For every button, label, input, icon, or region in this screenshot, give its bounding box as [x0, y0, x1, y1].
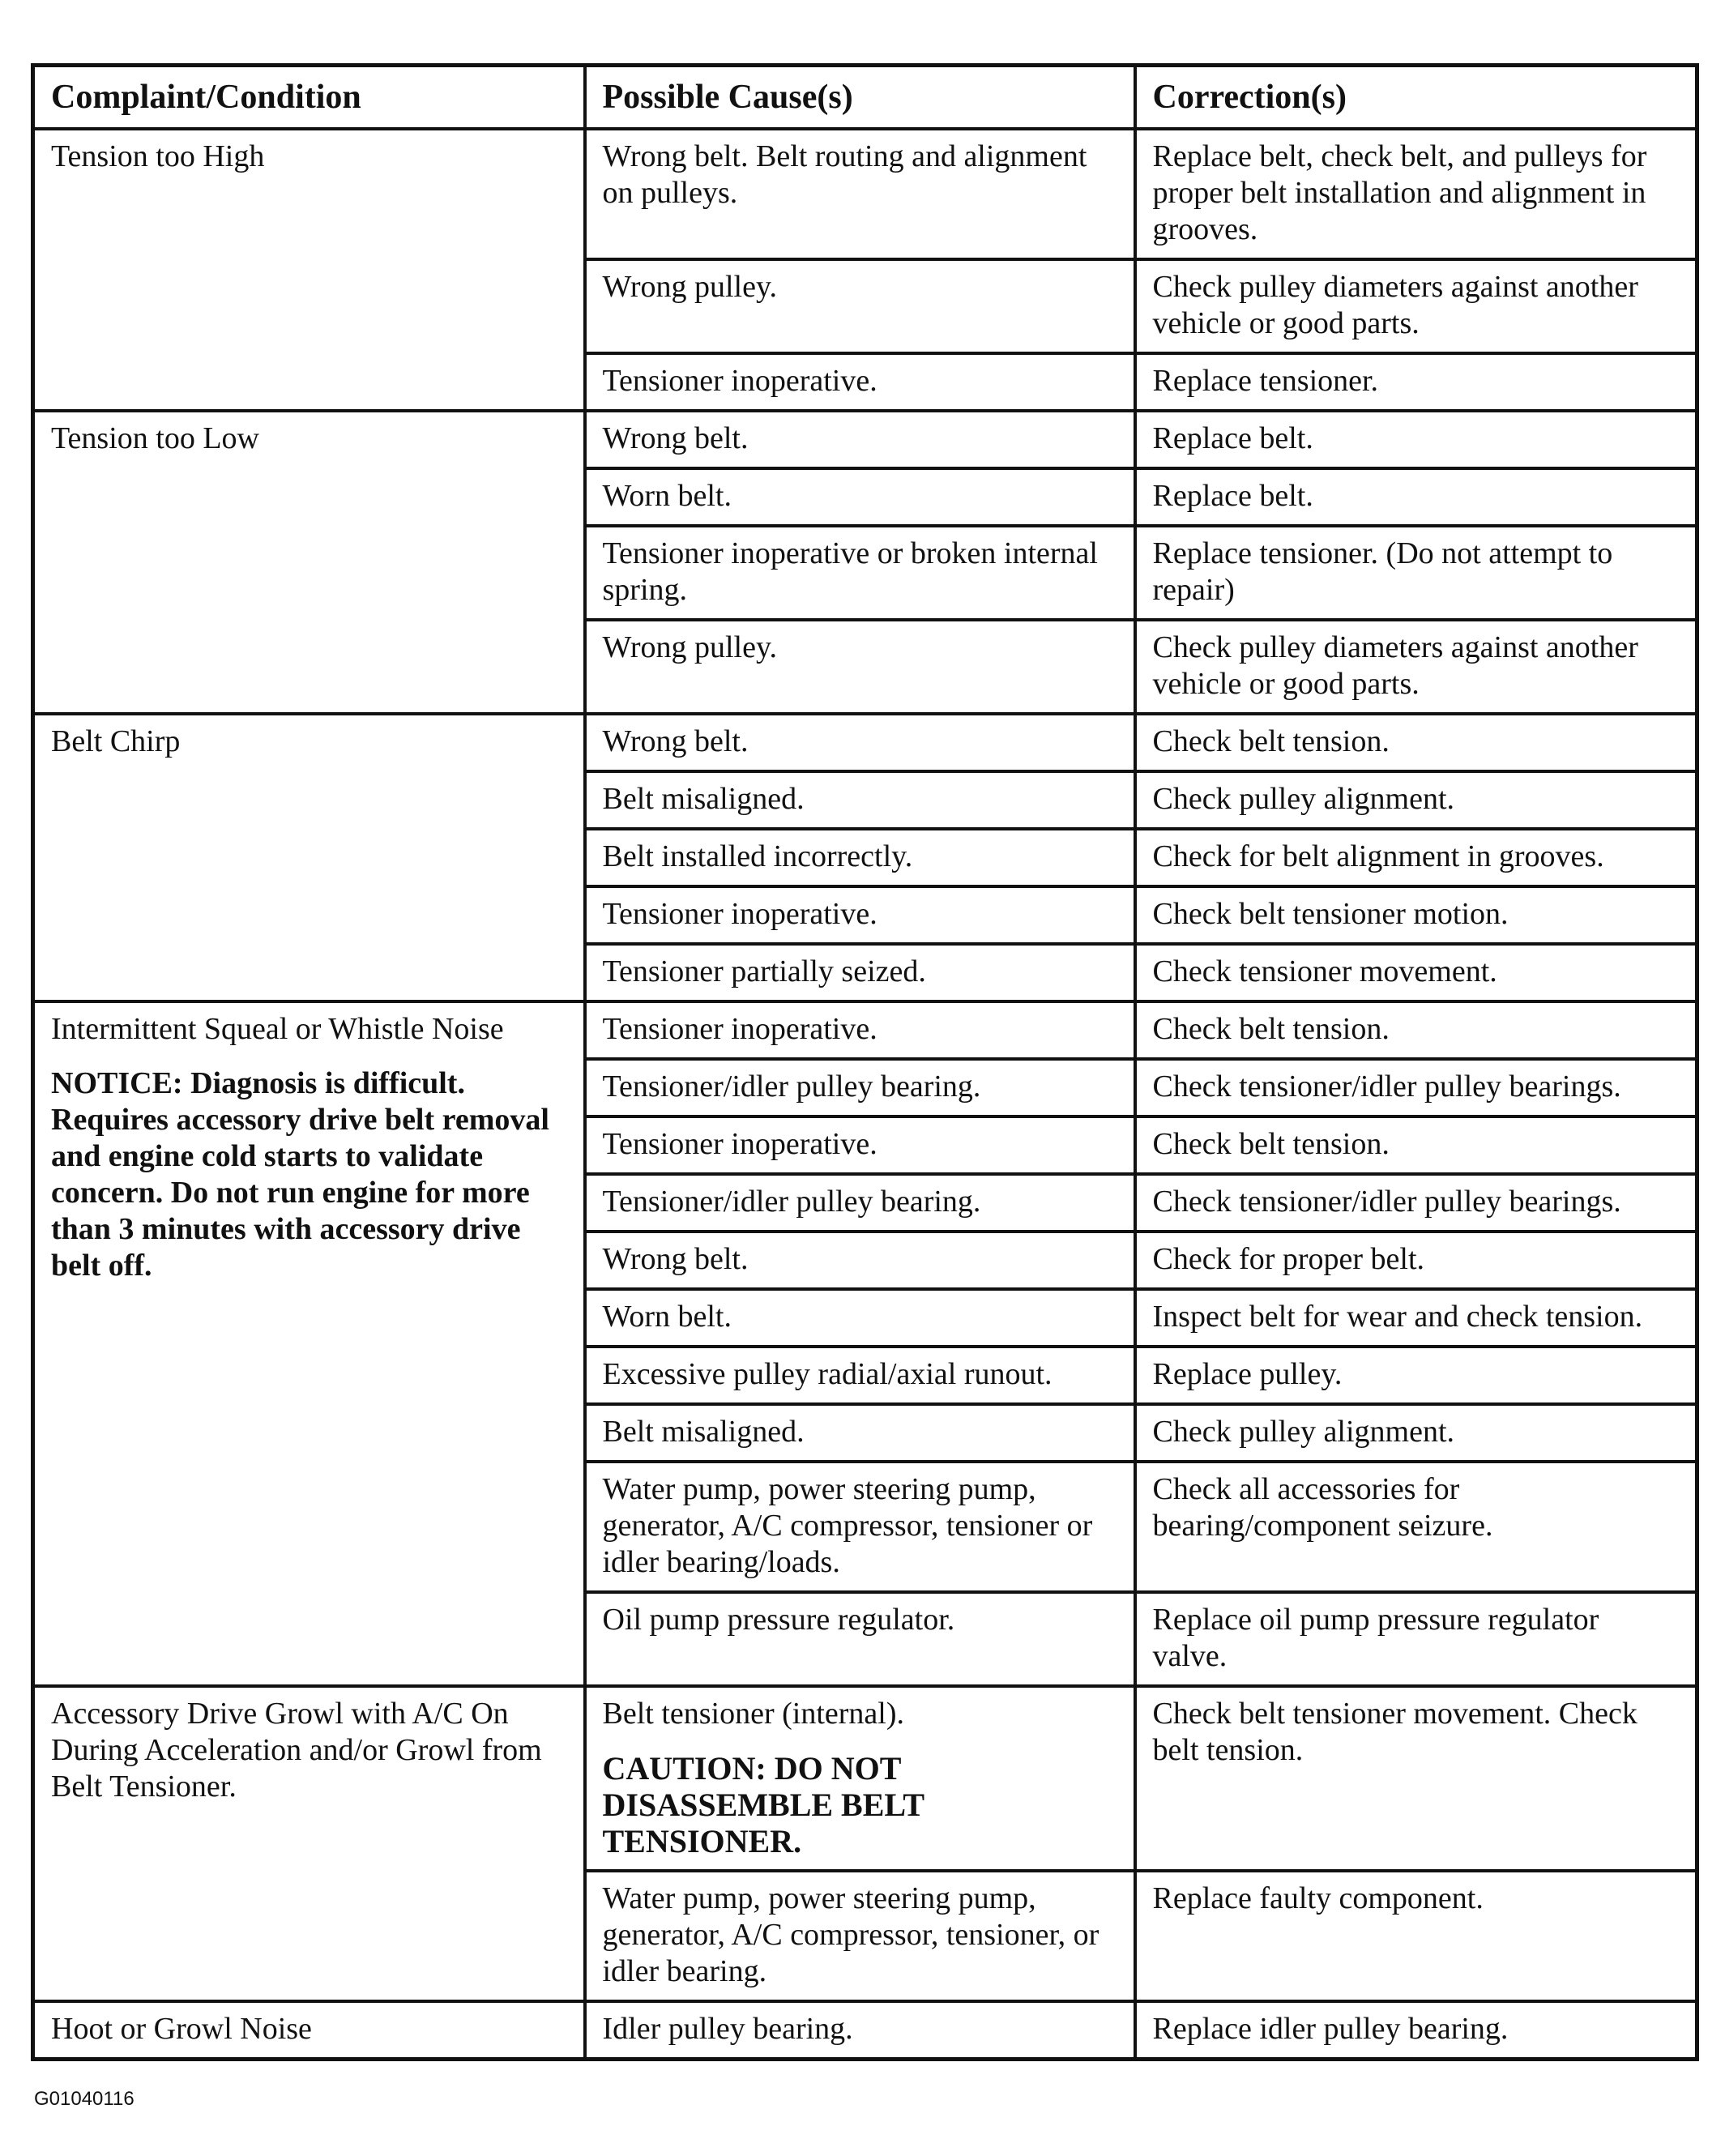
correction-cell: Check tensioner movement.	[1135, 944, 1697, 1001]
cause-cell: Water pump, power steering pump, generator, A/C compressor, tensioner or idler bearing/loads.	[585, 1462, 1135, 1592]
cause-cell: Oil pump pressure regulator.	[585, 1592, 1135, 1686]
correction-cell: Replace belt.	[1135, 411, 1697, 468]
diagnosis-table	[31, 63, 1699, 2061]
condition-cell	[33, 714, 585, 1001]
header-correction: Correction(s)	[1135, 66, 1697, 130]
correction-cell: Check tensioner/idler pulley bearings.	[1135, 1174, 1697, 1232]
table-row	[33, 714, 1697, 771]
cause-cell: Tensioner inoperative.	[585, 353, 1135, 411]
correction-cell: Check pulley diameters against another vehicle or good parts.	[1135, 620, 1697, 714]
condition-cell	[33, 411, 585, 714]
table-row	[33, 129, 1697, 259]
correction-cell: Replace idler pulley bearing.	[1135, 2001, 1697, 2060]
cause-cell: Tensioner partially seized.	[585, 944, 1135, 1001]
correction-cell: Inspect belt for wear and check tension.	[1135, 1289, 1697, 1347]
correction-cell: Check pulley alignment.	[1135, 1404, 1697, 1462]
cause-cell: Wrong pulley.	[585, 620, 1135, 714]
cause-cell: Wrong belt. Belt routing and alignment on pulleys.	[585, 129, 1135, 259]
correction-cell: Check belt tensioner motion.	[1135, 886, 1697, 944]
cause-cell: Belt installed incorrectly.	[585, 829, 1135, 886]
correction-cell: Check belt tension.	[1135, 1116, 1697, 1174]
cause-cell	[585, 1686, 1135, 1871]
condition-text: Intermittent Squeal or Whistle Noise	[51, 1012, 504, 1046]
cause-cell: Worn belt.	[585, 468, 1135, 526]
cause-cell: Excessive pulley radial/axial runout.	[585, 1347, 1135, 1404]
cause-cell: Wrong belt.	[585, 411, 1135, 468]
correction-cell: Replace tensioner. (Do not attempt to repair)	[1135, 526, 1697, 620]
cause-cell: Tensioner inoperative.	[585, 1001, 1135, 1059]
cause-cell: Wrong belt.	[585, 714, 1135, 771]
correction-cell: Replace tensioner.	[1135, 353, 1697, 411]
cause-cell: Tensioner inoperative.	[585, 886, 1135, 944]
cause-cell: Tensioner/idler pulley bearing.	[585, 1174, 1135, 1232]
table-row	[33, 1686, 1697, 1871]
notice-text: NOTICE: Diagnosis is difficult. Requires accessory drive belt removal and engine cold starts to validate concern. Do not run engine for more than 3 minutes with accessory drive belt off.	[51, 1066, 549, 1283]
correction-cell: Check for belt alignment in grooves.	[1135, 829, 1697, 886]
table-row	[33, 1001, 1697, 1059]
condition-cell	[33, 2001, 585, 2060]
cause-text: Belt tensioner (internal).	[602, 1697, 904, 1731]
cause-cell: Wrong belt.	[585, 1232, 1135, 1289]
condition-cell	[33, 129, 585, 411]
correction-cell: Check belt tensioner movement. Check belt tension.	[1135, 1686, 1697, 1871]
correction-cell: Check all accessories for bearing/component seizure.	[1135, 1462, 1697, 1592]
cause-cell: Idler pulley bearing.	[585, 2001, 1135, 2060]
correction-cell: Replace oil pump pressure regulator valve.	[1135, 1592, 1697, 1686]
condition-text: Accessory Drive Growl with A/C On During Acceleration and/or Growl from Belt Tensioner.	[51, 1697, 542, 1804]
condition-text: Belt Chirp	[51, 724, 181, 758]
correction-cell: Check pulley diameters against another vehicle or good parts.	[1135, 259, 1697, 353]
cause-cell: Belt misaligned.	[585, 1404, 1135, 1462]
correction-cell: Check for proper belt.	[1135, 1232, 1697, 1289]
correction-cell: Replace belt.	[1135, 468, 1697, 526]
cause-cell: Belt misaligned.	[585, 771, 1135, 829]
condition-text: Tension too High	[51, 139, 265, 173]
condition-text: Hoot or Growl Noise	[51, 2012, 312, 2046]
correction-cell: Replace pulley.	[1135, 1347, 1697, 1404]
table-row	[33, 411, 1697, 468]
correction-cell: Check belt tension.	[1135, 714, 1697, 771]
header-row	[33, 66, 1697, 130]
correction-cell: Check pulley alignment.	[1135, 771, 1697, 829]
correction-cell: Replace faulty component.	[1135, 1871, 1697, 2001]
caution-text: CAUTION: DO NOT DISASSEMBLE BELT TENSIONER.	[602, 1750, 924, 1859]
condition-cell	[33, 1686, 585, 2001]
condition-text: Tension too Low	[51, 421, 259, 455]
cause-cell: Tensioner inoperative or broken internal spring.	[585, 526, 1135, 620]
cause-cell: Worn belt.	[585, 1289, 1135, 1347]
cause-cell: Water pump, power steering pump, generator, A/C compressor, tensioner, or idler bearing.	[585, 1871, 1135, 2001]
condition-cell	[33, 1001, 585, 1686]
cause-cell: Tensioner/idler pulley bearing.	[585, 1059, 1135, 1116]
correction-cell: Replace belt, check belt, and pulleys for proper belt installation and alignment in grooves.	[1135, 129, 1697, 259]
table-row	[33, 2001, 1697, 2060]
cause-cell: Tensioner inoperative.	[585, 1116, 1135, 1174]
correction-cell: Check tensioner/idler pulley bearings.	[1135, 1059, 1697, 1116]
correction-cell: Check belt tension.	[1135, 1001, 1697, 1059]
header-complaint: Complaint/Condition	[33, 66, 585, 130]
cause-cell: Wrong pulley.	[585, 259, 1135, 353]
figure-id: G01040116	[34, 2088, 134, 2110]
header-cause: Possible Cause(s)	[585, 66, 1135, 130]
